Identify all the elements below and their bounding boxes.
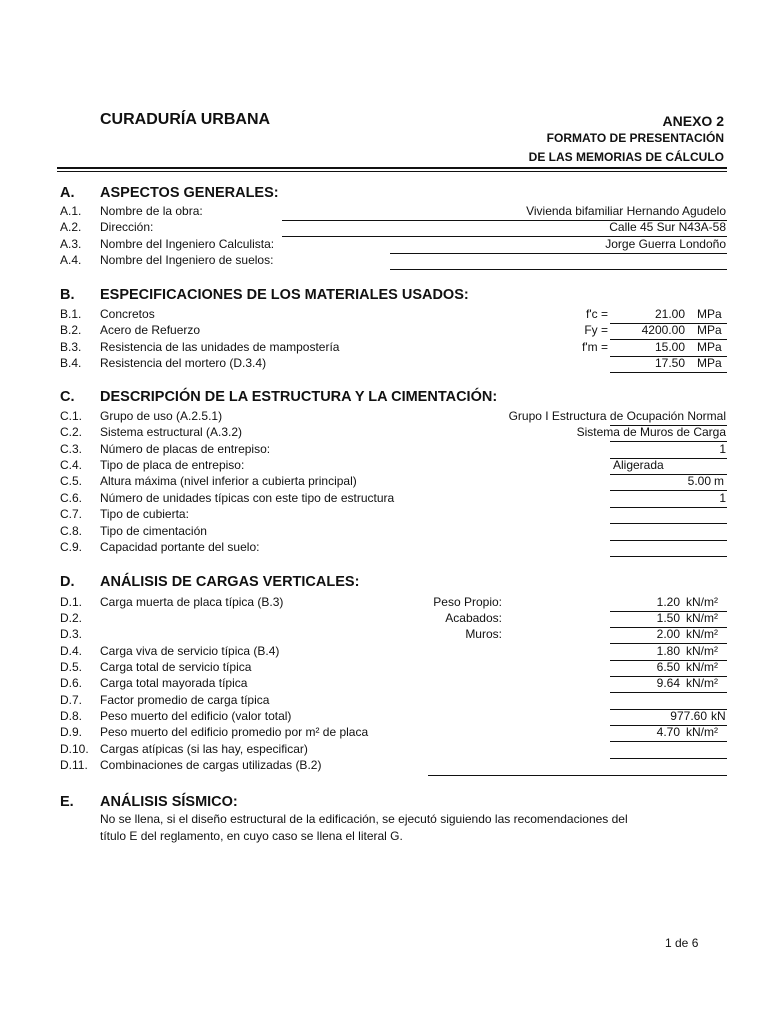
c6-label: Número de unidades típicas con este tipo de estructura — [100, 491, 395, 505]
d10-code: D.10. — [60, 742, 89, 756]
section-a-code: A. — [60, 185, 75, 201]
d11-code: D.11. — [60, 758, 88, 772]
d1-label: Carga muerta de placa típica (B.3) — [100, 595, 284, 609]
c2-label: Sistema estructural (A.3.2) — [100, 425, 243, 439]
d8-value: 977.60 — [670, 709, 707, 723]
page-number: 1 de 6 — [665, 936, 699, 950]
header-divider-thick — [57, 167, 727, 169]
c2-code: C.2. — [60, 425, 83, 439]
c5-unit: m — [714, 474, 724, 488]
b1-symbol: f'c = — [586, 307, 608, 321]
subtitle-line-1: FORMATO DE PRESENTACIÓN — [546, 131, 724, 145]
d2-code: D.2. — [60, 611, 83, 625]
c9-code: C.9. — [60, 540, 83, 554]
d2-unit: kN/m² — [686, 611, 718, 625]
c8-code: C.8. — [60, 524, 83, 538]
d3-code: D.3. — [60, 627, 83, 641]
d8-unit: kN — [711, 709, 726, 723]
section-e-text-line-1: No se llena, si el diseño estructural de la edificación, se ejecutó siguiendo las recomendaciones del — [100, 812, 628, 826]
c6-underline — [610, 507, 727, 508]
annex-label: ANEXO 2 — [662, 113, 724, 129]
c1-code: C.1. — [60, 409, 83, 423]
d11-label: Combinaciones de cargas utilizadas (B.2) — [100, 758, 322, 772]
d6-label: Carga total mayorada típica — [100, 676, 248, 690]
a4-label: Nombre del Ingeniero de suelos: — [100, 253, 274, 267]
a3-value: Jorge Guerra Londoño — [605, 237, 726, 251]
d7-label: Factor promedio de carga típica — [100, 693, 270, 707]
d1-value: 1.20 — [656, 595, 680, 609]
a1-code: A.1. — [60, 204, 82, 218]
c8-underline — [610, 540, 727, 541]
d1-mid-label: Peso Propio: — [433, 595, 502, 609]
d5-code: D.5. — [60, 660, 83, 674]
c6-code: C.6. — [60, 491, 83, 505]
c5-underline — [610, 490, 727, 491]
d5-value: 6.50 — [656, 660, 680, 674]
d1-code: D.1. — [60, 595, 83, 609]
d7-underline — [610, 709, 727, 710]
section-b-code: B. — [60, 287, 75, 303]
b4-value: 17.50 — [654, 356, 685, 370]
header-divider-thin — [57, 171, 727, 172]
b2-label: Acero de Refuerzo — [100, 323, 201, 337]
c5-value: 5.00 — [687, 474, 711, 488]
d2-value: 1.50 — [656, 611, 680, 625]
a4-underline — [390, 269, 727, 270]
b4-unit: MPa — [697, 356, 722, 370]
d5-label: Carga total de servicio típica — [100, 660, 252, 674]
d1-unit: kN/m² — [686, 595, 718, 609]
d2-mid-label: Acabados: — [445, 611, 502, 625]
c6-value: 1 — [719, 491, 726, 505]
c3-value: 1 — [719, 442, 726, 456]
b2-symbol: Fy = — [584, 323, 608, 337]
c7-label: Tipo de cubierta: — [100, 507, 189, 521]
a2-code: A.2. — [60, 220, 82, 234]
d9-code: D.9. — [60, 725, 83, 739]
b2-unit: MPa — [697, 323, 722, 337]
a2-label: Dirección: — [100, 220, 154, 234]
b3-code: B.3. — [60, 340, 82, 354]
c5-label: Altura máxima (nivel inferior a cubierta principal) — [100, 474, 357, 488]
d3-mid-label: Muros: — [465, 627, 502, 641]
d4-unit: kN/m² — [686, 644, 718, 658]
c4-label: Tipo de placa de entrepiso: — [100, 458, 245, 472]
d10-label: Cargas atípicas (si las hay, especificar) — [100, 742, 308, 756]
b3-symbol: f'm = — [582, 340, 608, 354]
c9-underline — [610, 556, 727, 557]
c8-label: Tipo de cimentación — [100, 524, 207, 538]
d3-value: 2.00 — [656, 627, 680, 641]
b2-value: 4200.00 — [641, 323, 685, 337]
b3-label: Resistencia de las unidades de mampostería — [100, 340, 340, 354]
d6-unit: kN/m² — [686, 676, 718, 690]
d9-underline — [610, 741, 727, 742]
b2-code: B.2. — [60, 323, 82, 337]
c7-code: C.7. — [60, 507, 83, 521]
a1-value: Vivienda bifamiliar Hernando Agudelo — [526, 204, 726, 218]
b1-value: 21.00 — [654, 307, 685, 321]
d3-unit: kN/m² — [686, 627, 718, 641]
d8-code: D.8. — [60, 709, 83, 723]
d4-label: Carga viva de servicio típica (B.4) — [100, 644, 280, 658]
d11-underline — [428, 775, 727, 776]
c7-underline — [610, 523, 727, 524]
a1-label: Nombre de la obra: — [100, 204, 203, 218]
c3-code: C.3. — [60, 442, 83, 456]
c1-value: Grupo I Estructura de Ocupación Normal — [508, 409, 726, 423]
section-c-code: C. — [60, 389, 75, 405]
section-e-code: E. — [60, 794, 74, 810]
d4-code: D.4. — [60, 644, 83, 658]
d7-code: D.7. — [60, 693, 83, 707]
c2-value: Sistema de Muros de Carga — [576, 425, 726, 439]
section-e-text-line-2: título E del reglamento, en cuyo caso se llena el literal G. — [100, 829, 403, 843]
b4-label: Resistencia del mortero (D.3.4) — [100, 356, 267, 370]
d9-unit: kN/m² — [686, 725, 718, 739]
a2-value: Calle 45 Sur N43A-58 — [609, 220, 726, 234]
org-title: CURADURÍA URBANA — [100, 111, 271, 128]
d4-value: 1.80 — [656, 644, 680, 658]
c3-label: Número de placas de entrepiso: — [100, 442, 271, 456]
a3-label: Nombre del Ingeniero Calculista: — [100, 237, 275, 251]
c4-value: Aligerada — [613, 458, 664, 472]
c1-label: Grupo de uso (A.2.5.1) — [100, 409, 223, 423]
d9-value: 4.70 — [656, 725, 680, 739]
d10-underline — [610, 758, 727, 759]
a4-code: A.4. — [60, 253, 82, 267]
d6-underline — [610, 692, 727, 693]
c9-label: Capacidad portante del suelo: — [100, 540, 260, 554]
section-d-title: ANÁLISIS DE CARGAS VERTICALES: — [100, 574, 360, 590]
c2-underline — [610, 441, 727, 442]
d6-value: 9.64 — [656, 676, 680, 690]
b4-underline — [610, 372, 727, 373]
subtitle-line-2: DE LAS MEMORIAS DE CÁLCULO — [528, 150, 724, 164]
d9-label: Peso muerto del edificio promedio por m² de placa — [100, 725, 369, 739]
section-e-title: ANÁLISIS SÍSMICO: — [100, 794, 238, 810]
b1-unit: MPa — [697, 307, 722, 321]
section-b-title: ESPECIFICACIONES DE LOS MATERIALES USADOS: — [100, 287, 469, 303]
c5-code: C.5. — [60, 474, 83, 488]
d5-unit: kN/m² — [686, 660, 718, 674]
d6-code: D.6. — [60, 676, 83, 690]
b3-unit: MPa — [697, 340, 722, 354]
section-c-title: DESCRIPCIÓN DE LA ESTRUCTURA Y LA CIMENTACIÓN: — [100, 389, 498, 405]
b4-code: B.4. — [60, 356, 82, 370]
c4-code: C.4. — [60, 458, 83, 472]
b1-label: Concretos — [100, 307, 155, 321]
a3-underline — [390, 253, 727, 254]
d8-label: Peso muerto del edificio (valor total) — [100, 709, 292, 723]
section-a-title: ASPECTOS GENERALES: — [100, 185, 279, 201]
section-d-code: D. — [60, 574, 75, 590]
b3-value: 15.00 — [654, 340, 685, 354]
a3-code: A.3. — [60, 237, 82, 251]
b1-code: B.1. — [60, 307, 82, 321]
